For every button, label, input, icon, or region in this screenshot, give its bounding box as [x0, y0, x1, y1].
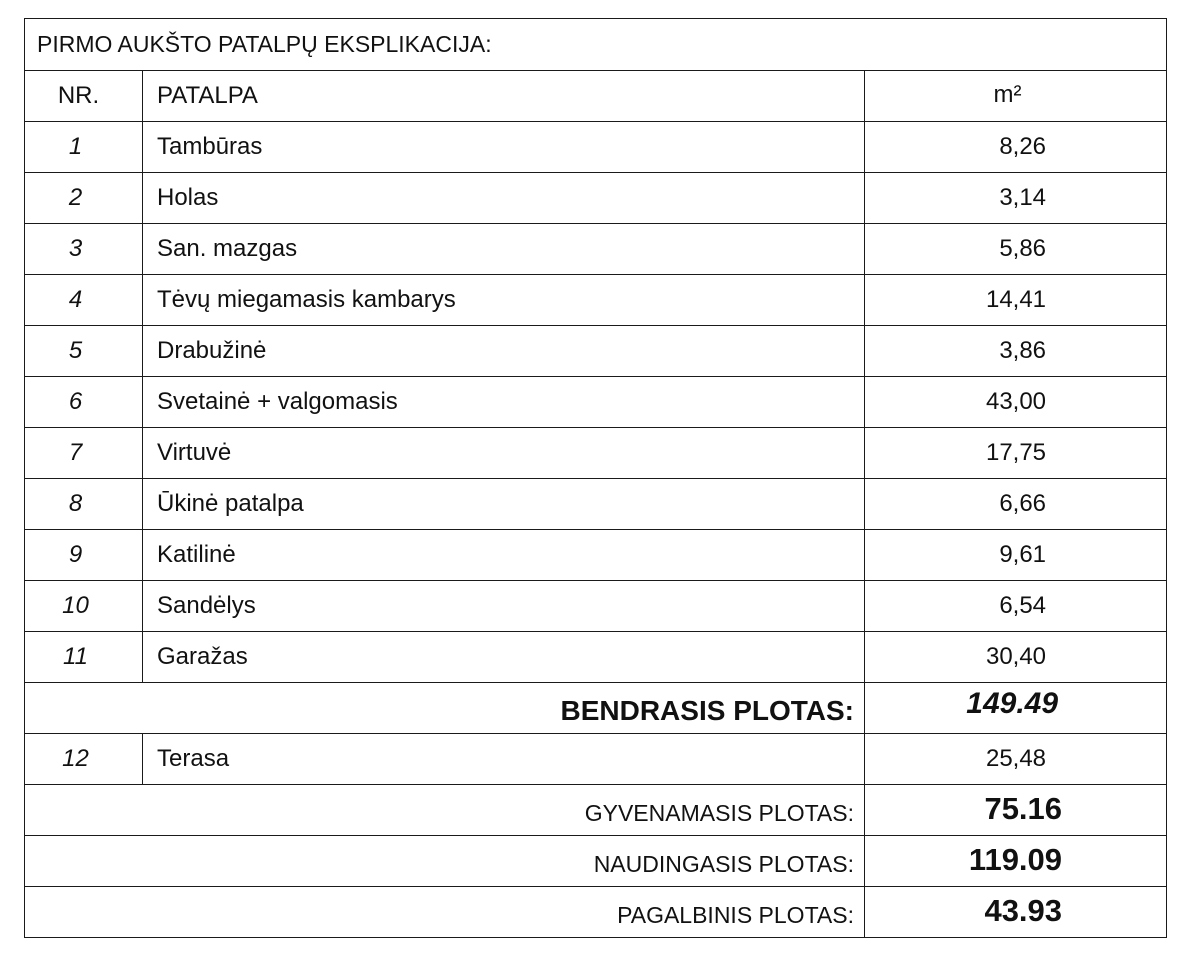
room-area: 6,54	[865, 581, 1167, 632]
room-number: 6	[25, 377, 143, 428]
total-area-label: BENDRASIS PLOTAS:	[25, 683, 865, 734]
table-row	[25, 581, 1167, 632]
room-name: Terasa	[143, 734, 865, 785]
room-area: 6,66	[865, 479, 1167, 530]
table-row	[25, 326, 1167, 377]
room-name: Katilinė	[143, 530, 865, 581]
title-row	[25, 19, 1167, 71]
header-room: PATALPA	[143, 71, 865, 122]
useful-area-value: 119.09	[865, 836, 1167, 887]
room-area: 43,00	[865, 377, 1167, 428]
table-row	[25, 632, 1167, 683]
room-number: 12	[25, 734, 143, 785]
table-row	[25, 173, 1167, 224]
room-name: Drabužinė	[143, 326, 865, 377]
useful-area-label: NAUDINGASIS PLOTAS:	[25, 836, 865, 887]
room-name: Tėvų miegamasis kambarys	[143, 275, 865, 326]
table-title: PIRMO AUKŠTO PATALPŲ EKSPLIKACIJA:	[25, 19, 1167, 71]
room-name: Tambūras	[143, 122, 865, 173]
summary-row-living	[25, 785, 1167, 836]
header-nr: NR.	[25, 71, 143, 122]
room-area: 3,86	[865, 326, 1167, 377]
explication-table	[24, 18, 1167, 938]
summary-row-useful	[25, 836, 1167, 887]
living-area-label: GYVENAMASIS PLOTAS:	[25, 785, 865, 836]
room-name: Svetainė + valgomasis	[143, 377, 865, 428]
room-area: 3,14	[865, 173, 1167, 224]
auxiliary-area-label: PAGALBINIS PLOTAS:	[25, 887, 865, 938]
room-number: 11	[25, 632, 143, 683]
room-name: Virtuvė	[143, 428, 865, 479]
living-area-value: 75.16	[865, 785, 1167, 836]
table-row	[25, 530, 1167, 581]
total-row	[25, 683, 1167, 734]
header-area: m²	[865, 71, 1167, 122]
table-row	[25, 224, 1167, 275]
table-row	[25, 275, 1167, 326]
room-number: 8	[25, 479, 143, 530]
room-number: 5	[25, 326, 143, 377]
room-number: 2	[25, 173, 143, 224]
room-number: 7	[25, 428, 143, 479]
room-area: 14,41	[865, 275, 1167, 326]
room-area: 9,61	[865, 530, 1167, 581]
room-area: 30,40	[865, 632, 1167, 683]
room-name: San. mazgas	[143, 224, 865, 275]
table-row	[25, 122, 1167, 173]
room-name: Sandėlys	[143, 581, 865, 632]
auxiliary-area-value: 43.93	[865, 887, 1167, 938]
table-row	[25, 377, 1167, 428]
room-area: 25,48	[865, 734, 1167, 785]
terrace-row	[25, 734, 1167, 785]
table-row	[25, 479, 1167, 530]
room-name: Ūkinė patalpa	[143, 479, 865, 530]
summary-row-auxiliary	[25, 887, 1167, 938]
table-row	[25, 428, 1167, 479]
room-name: Holas	[143, 173, 865, 224]
header-row	[25, 71, 1167, 122]
room-area: 8,26	[865, 122, 1167, 173]
total-area-value: 149.49	[865, 683, 1167, 734]
room-name: Garažas	[143, 632, 865, 683]
room-number: 1	[25, 122, 143, 173]
room-number: 4	[25, 275, 143, 326]
room-number: 9	[25, 530, 143, 581]
room-number: 10	[25, 581, 143, 632]
room-area: 5,86	[865, 224, 1167, 275]
room-area: 17,75	[865, 428, 1167, 479]
room-number: 3	[25, 224, 143, 275]
